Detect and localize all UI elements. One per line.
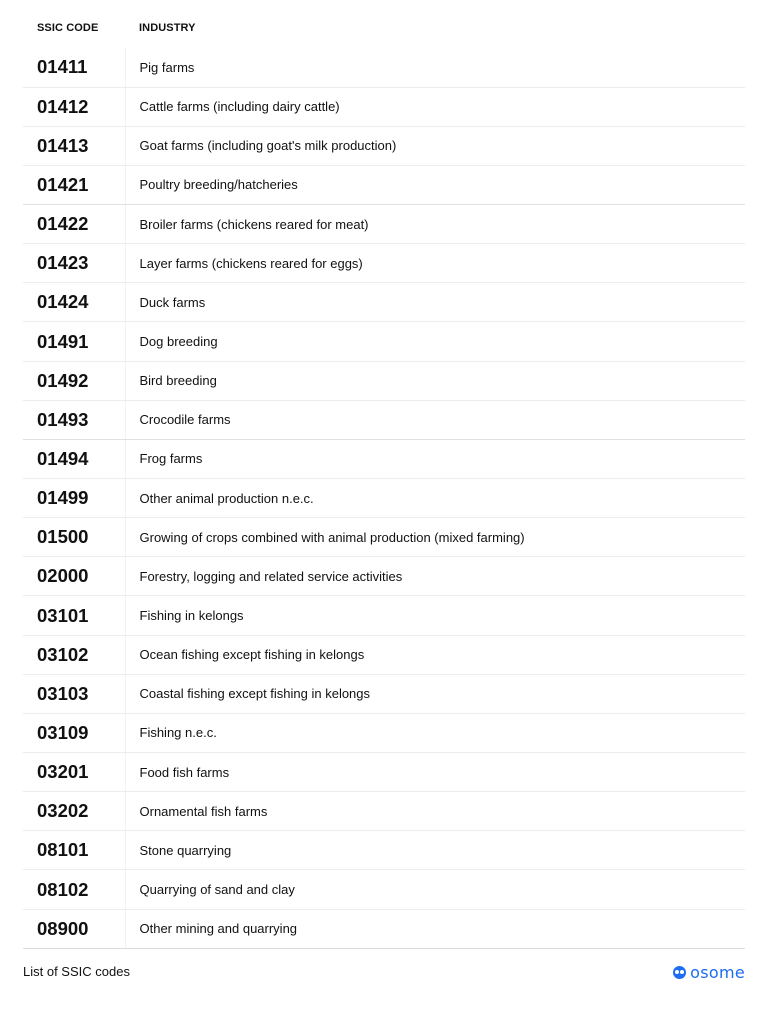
table-row [23,439,745,478]
table-row [23,557,745,596]
table-row [23,909,745,948]
table-header [23,8,745,48]
table-row [23,48,745,87]
ssic-code-cell: 01493 [23,400,125,439]
ssic-code-cell: 01423 [23,244,125,283]
ssic-code-cell: 02000 [23,557,125,596]
ssic-code-cell: 03109 [23,713,125,752]
industry-cell: Pig farms [125,48,745,87]
industry-cell: Goat farms (including goat's milk production) [125,126,745,165]
industry-cell: Coastal fishing except fishing in kelongs [125,674,745,713]
industry-cell: Quarrying of sand and clay [125,870,745,909]
table-row [23,126,745,165]
osome-logo [673,962,745,982]
industry-cell: Crocodile farms [125,400,745,439]
column-header-industry: INDUSTRY [139,22,196,34]
table-row [23,322,745,361]
ssic-code-cell: 08900 [23,909,125,948]
ssic-code-cell: 03202 [23,792,125,831]
table-body [23,48,745,948]
ssic-code-cell: 01499 [23,479,125,518]
table-row [23,713,745,752]
ssic-code-cell: 01411 [23,48,125,87]
industry-cell: Bird breeding [125,361,745,400]
industry-cell: Ornamental fish farms [125,792,745,831]
ssic-code-cell: 01422 [23,205,125,244]
table-row [23,165,745,204]
logo-text: osome [690,962,745,982]
ssic-code-cell: 08101 [23,831,125,870]
ssic-code-cell: 01492 [23,361,125,400]
industry-cell: Duck farms [125,283,745,322]
table-row [23,205,745,244]
ssic-code-cell: 01413 [23,126,125,165]
table-row [23,400,745,439]
ssic-code-cell: 01500 [23,518,125,557]
industry-cell: Other mining and quarrying [125,909,745,948]
industry-cell: Poultry breeding/hatcheries [125,165,745,204]
osome-logo-icon [673,966,686,979]
column-header-code: SSIC CODE [37,22,99,34]
industry-cell: Cattle farms (including dairy cattle) [125,87,745,126]
footer [23,962,745,982]
industry-cell: Food fish farms [125,753,745,792]
ssic-codes-table [23,8,745,949]
table-caption: List of SSIC codes [23,964,130,979]
industry-cell: Frog farms [125,439,745,478]
table-row [23,518,745,557]
table-row [23,244,745,283]
table-row [23,831,745,870]
industry-cell: Fishing n.e.c. [125,713,745,752]
table-row [23,87,745,126]
header-row [23,8,745,48]
table-row [23,479,745,518]
ssic-code-cell: 03101 [23,596,125,635]
ssic-table-container [23,8,745,949]
industry-cell: Ocean fishing except fishing in kelongs [125,635,745,674]
ssic-code-cell: 08102 [23,870,125,909]
table-row [23,674,745,713]
industry-cell: Growing of crops combined with animal production (mixed farming) [125,518,745,557]
table-row [23,361,745,400]
table-row [23,753,745,792]
industry-cell: Stone quarrying [125,831,745,870]
ssic-code-cell: 03103 [23,674,125,713]
industry-cell: Other animal production n.e.c. [125,479,745,518]
industry-cell: Layer farms (chickens reared for eggs) [125,244,745,283]
industry-cell: Fishing in kelongs [125,596,745,635]
industry-cell: Broiler farms (chickens reared for meat) [125,205,745,244]
ssic-code-cell: 01494 [23,439,125,478]
ssic-code-cell: 01491 [23,322,125,361]
ssic-code-cell: 01424 [23,283,125,322]
industry-cell: Forestry, logging and related service activities [125,557,745,596]
industry-cell: Dog breeding [125,322,745,361]
table-row [23,792,745,831]
table-row [23,870,745,909]
ssic-code-cell: 03102 [23,635,125,674]
ssic-code-cell: 01421 [23,165,125,204]
ssic-code-cell: 03201 [23,753,125,792]
ssic-code-cell: 01412 [23,87,125,126]
table-row [23,283,745,322]
table-row [23,596,745,635]
table-row [23,635,745,674]
